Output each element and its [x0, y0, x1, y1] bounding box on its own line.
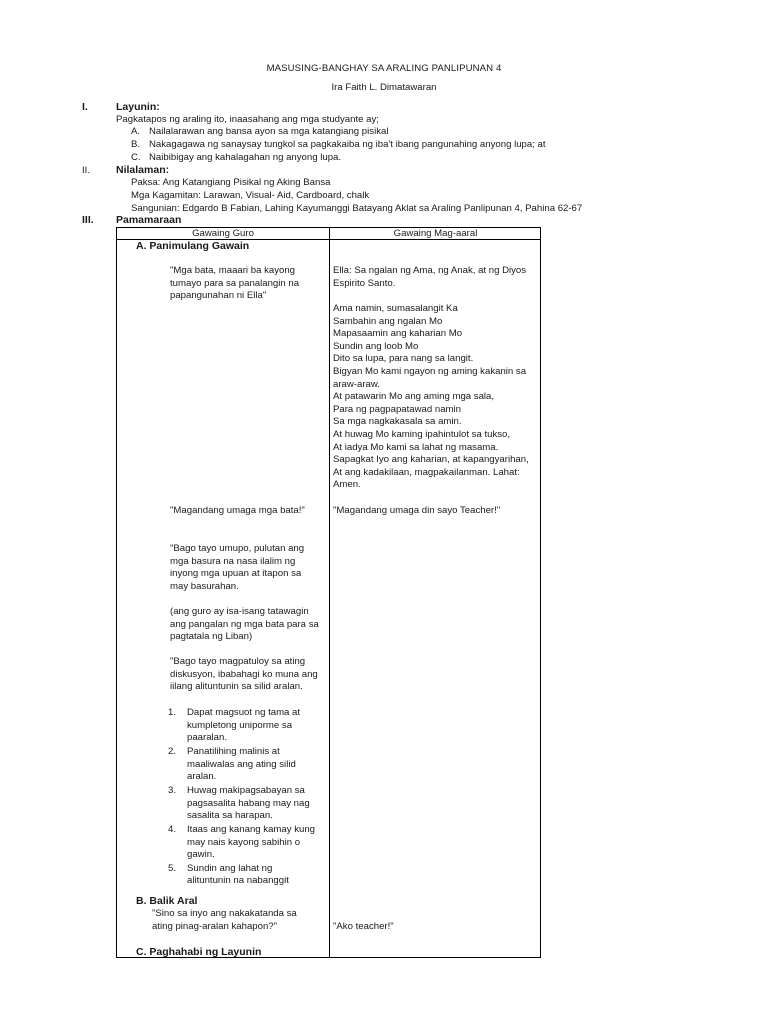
teacher-prayer-request: "Mga bata, maaari ba kayong tumayo para sa panalangin na papangunahan ni Ella": [170, 265, 300, 302]
prayer-line: At iadya Mo kami sa lahat ng masama.: [333, 441, 499, 453]
teacher-trash-instruction: "Bago tayo umupo, pulutan ang mga basura na nasa ilalim ng inyong mga upuan at itapon sa may basurahan.: [170, 543, 305, 592]
section-3-numeral: III.: [82, 214, 94, 226]
objective-c-letter: C.: [131, 152, 141, 163]
column-header-student: Gawaing Mag-aaral: [393, 228, 478, 239]
prayer-line: At patawarin Mo ang aming mga sala,: [333, 391, 495, 403]
teacher-attendance-note: (ang guro ay isa-isang tatawagin ang pangalan ng mga bata para sa pagtatala ng Liban): [170, 606, 319, 643]
list-item: [168, 785, 312, 823]
student-greeting: "Magandang umaga din sayo Teacher!": [333, 505, 501, 516]
list-item-number: 5.: [168, 862, 177, 874]
objective-b-letter: B.: [131, 139, 141, 150]
author-name: Ira Faith L. Dimatawaran: [331, 82, 437, 93]
list-item-number: 4.: [168, 823, 177, 835]
objective-c-text: Naibibigay ang kahalagahan ng anyong lupa.: [149, 152, 342, 163]
prayer-line: Amen.: [333, 479, 361, 491]
teacher-rules-intro: "Bago tayo magpatuloy sa ating diskusyon, ibabahagi ko muna ang iilang alituntunin sa silid aralan.: [170, 656, 318, 693]
objective-a-letter: A.: [131, 126, 141, 137]
section-1-intro: Pagkatapos ng araling ito, inaasahang ang mga studyante ay;: [116, 114, 379, 125]
prayer-line: Sa mga nagkakasala sa amin.: [333, 416, 462, 428]
column-header-teacher: Gawaing Guro: [192, 228, 254, 239]
list-item-number: 3.: [168, 784, 177, 796]
student-prayer-intro: Ella: Sa ngalan ng Ama, ng Anak, at ng Diyos Espirito Santo.: [333, 265, 527, 289]
prayer-line: araw-araw.: [333, 378, 380, 390]
prayer-line: Bigyan Mo kami ngayon ng aming kakanin sa: [333, 365, 527, 377]
prayer-line: Para ng pagpapatawad namin: [333, 403, 462, 415]
document-title: MASUSING-BANGHAY SA ARALING PANLIPUNAN 4: [266, 63, 502, 74]
teacher-greeting: "Magandang umaga mga bata!": [170, 505, 305, 516]
objective-b-text: Nakagagawa ng sanaysay tungkol sa pagkakaiba ng iba't ibang pangunahing anyong lupa; at: [149, 139, 546, 150]
part-c-heading: C. Paghahabi ng Layunin: [136, 946, 262, 958]
prayer-line: Sapagkat Iyo ang kaharian, at kapangyarihan,: [333, 454, 529, 466]
list-item-number: 2.: [168, 745, 177, 757]
objective-a-text: Nailalarawan ang bansa ayon sa mga katangiang pisikal: [149, 126, 389, 137]
prayer-line: Ama namin, sumasalangit Ka: [333, 303, 458, 314]
section-2-heading: Nilalaman:: [116, 164, 170, 176]
list-item: [168, 746, 309, 784]
part-b-heading: B. Balik Aral: [136, 895, 198, 907]
classroom-rules-list: [168, 707, 333, 889]
section-1-heading: Layunin:: [116, 101, 160, 113]
prayer-line: Mapasaamin ang kaharian Mo: [333, 328, 463, 340]
prayer-line: Sundin ang loob Mo: [333, 340, 419, 352]
list-item: [168, 863, 295, 888]
list-item: [168, 707, 309, 745]
section-3-heading: Pamamaraan: [116, 214, 182, 226]
list-item-text: Dapat magsuot ng tama at kumpletong uniporme sa paaralan.: [187, 707, 301, 744]
content-topic: Paksa: Ang Katangiang Pisikal ng Aking Bansa: [131, 177, 331, 188]
prayer-text: [333, 303, 543, 492]
prayer-line: At huwag Mo kaming ipahintulot sa tukso,: [333, 428, 511, 440]
list-item-number: 1.: [168, 707, 177, 718]
prayer-line: At ang kadakilaan, magpakailanman. Lahat:: [333, 466, 520, 478]
section-1-numeral: I.: [82, 101, 88, 113]
list-item-text: Itaas ang kanang kamay kung may nais kayong sabihin o gawin.: [187, 823, 316, 861]
content-reference: Sangunian: Edgardo B Fabian, Lahing Kayumanggi Batayang Aklat sa Araling Panlipunan 4, Pahina 62-67: [131, 203, 583, 214]
list-item-text: Huwag makipagsabayan sa pagsasalita habang may nag sasalita sa harapan.: [187, 784, 310, 822]
list-item-text: Panatilihing malinis at maaliwalas ang ating silid aralan.: [187, 745, 296, 783]
student-review-answer: "Ako teacher!": [333, 921, 394, 932]
section-2-numeral: II.: [82, 165, 90, 176]
list-item: [168, 824, 317, 862]
part-a-heading: A. Panimulang Gawain: [136, 240, 250, 252]
prayer-line: Dito sa lupa, para nang sa langit.: [333, 353, 474, 365]
prayer-line: Sambahin ang ngalan Mo: [333, 315, 443, 327]
teacher-review-question: "Sino sa inyo ang nakakatanda sa ating pinag-aralan kahapon?": [152, 908, 297, 932]
content-materials: Mga Kagamitan: Larawan, Visual- Aid, Cardboard, chalk: [131, 190, 370, 201]
list-item-text: Sundin ang lahat ng alituntunin na nabanggit: [187, 862, 289, 887]
